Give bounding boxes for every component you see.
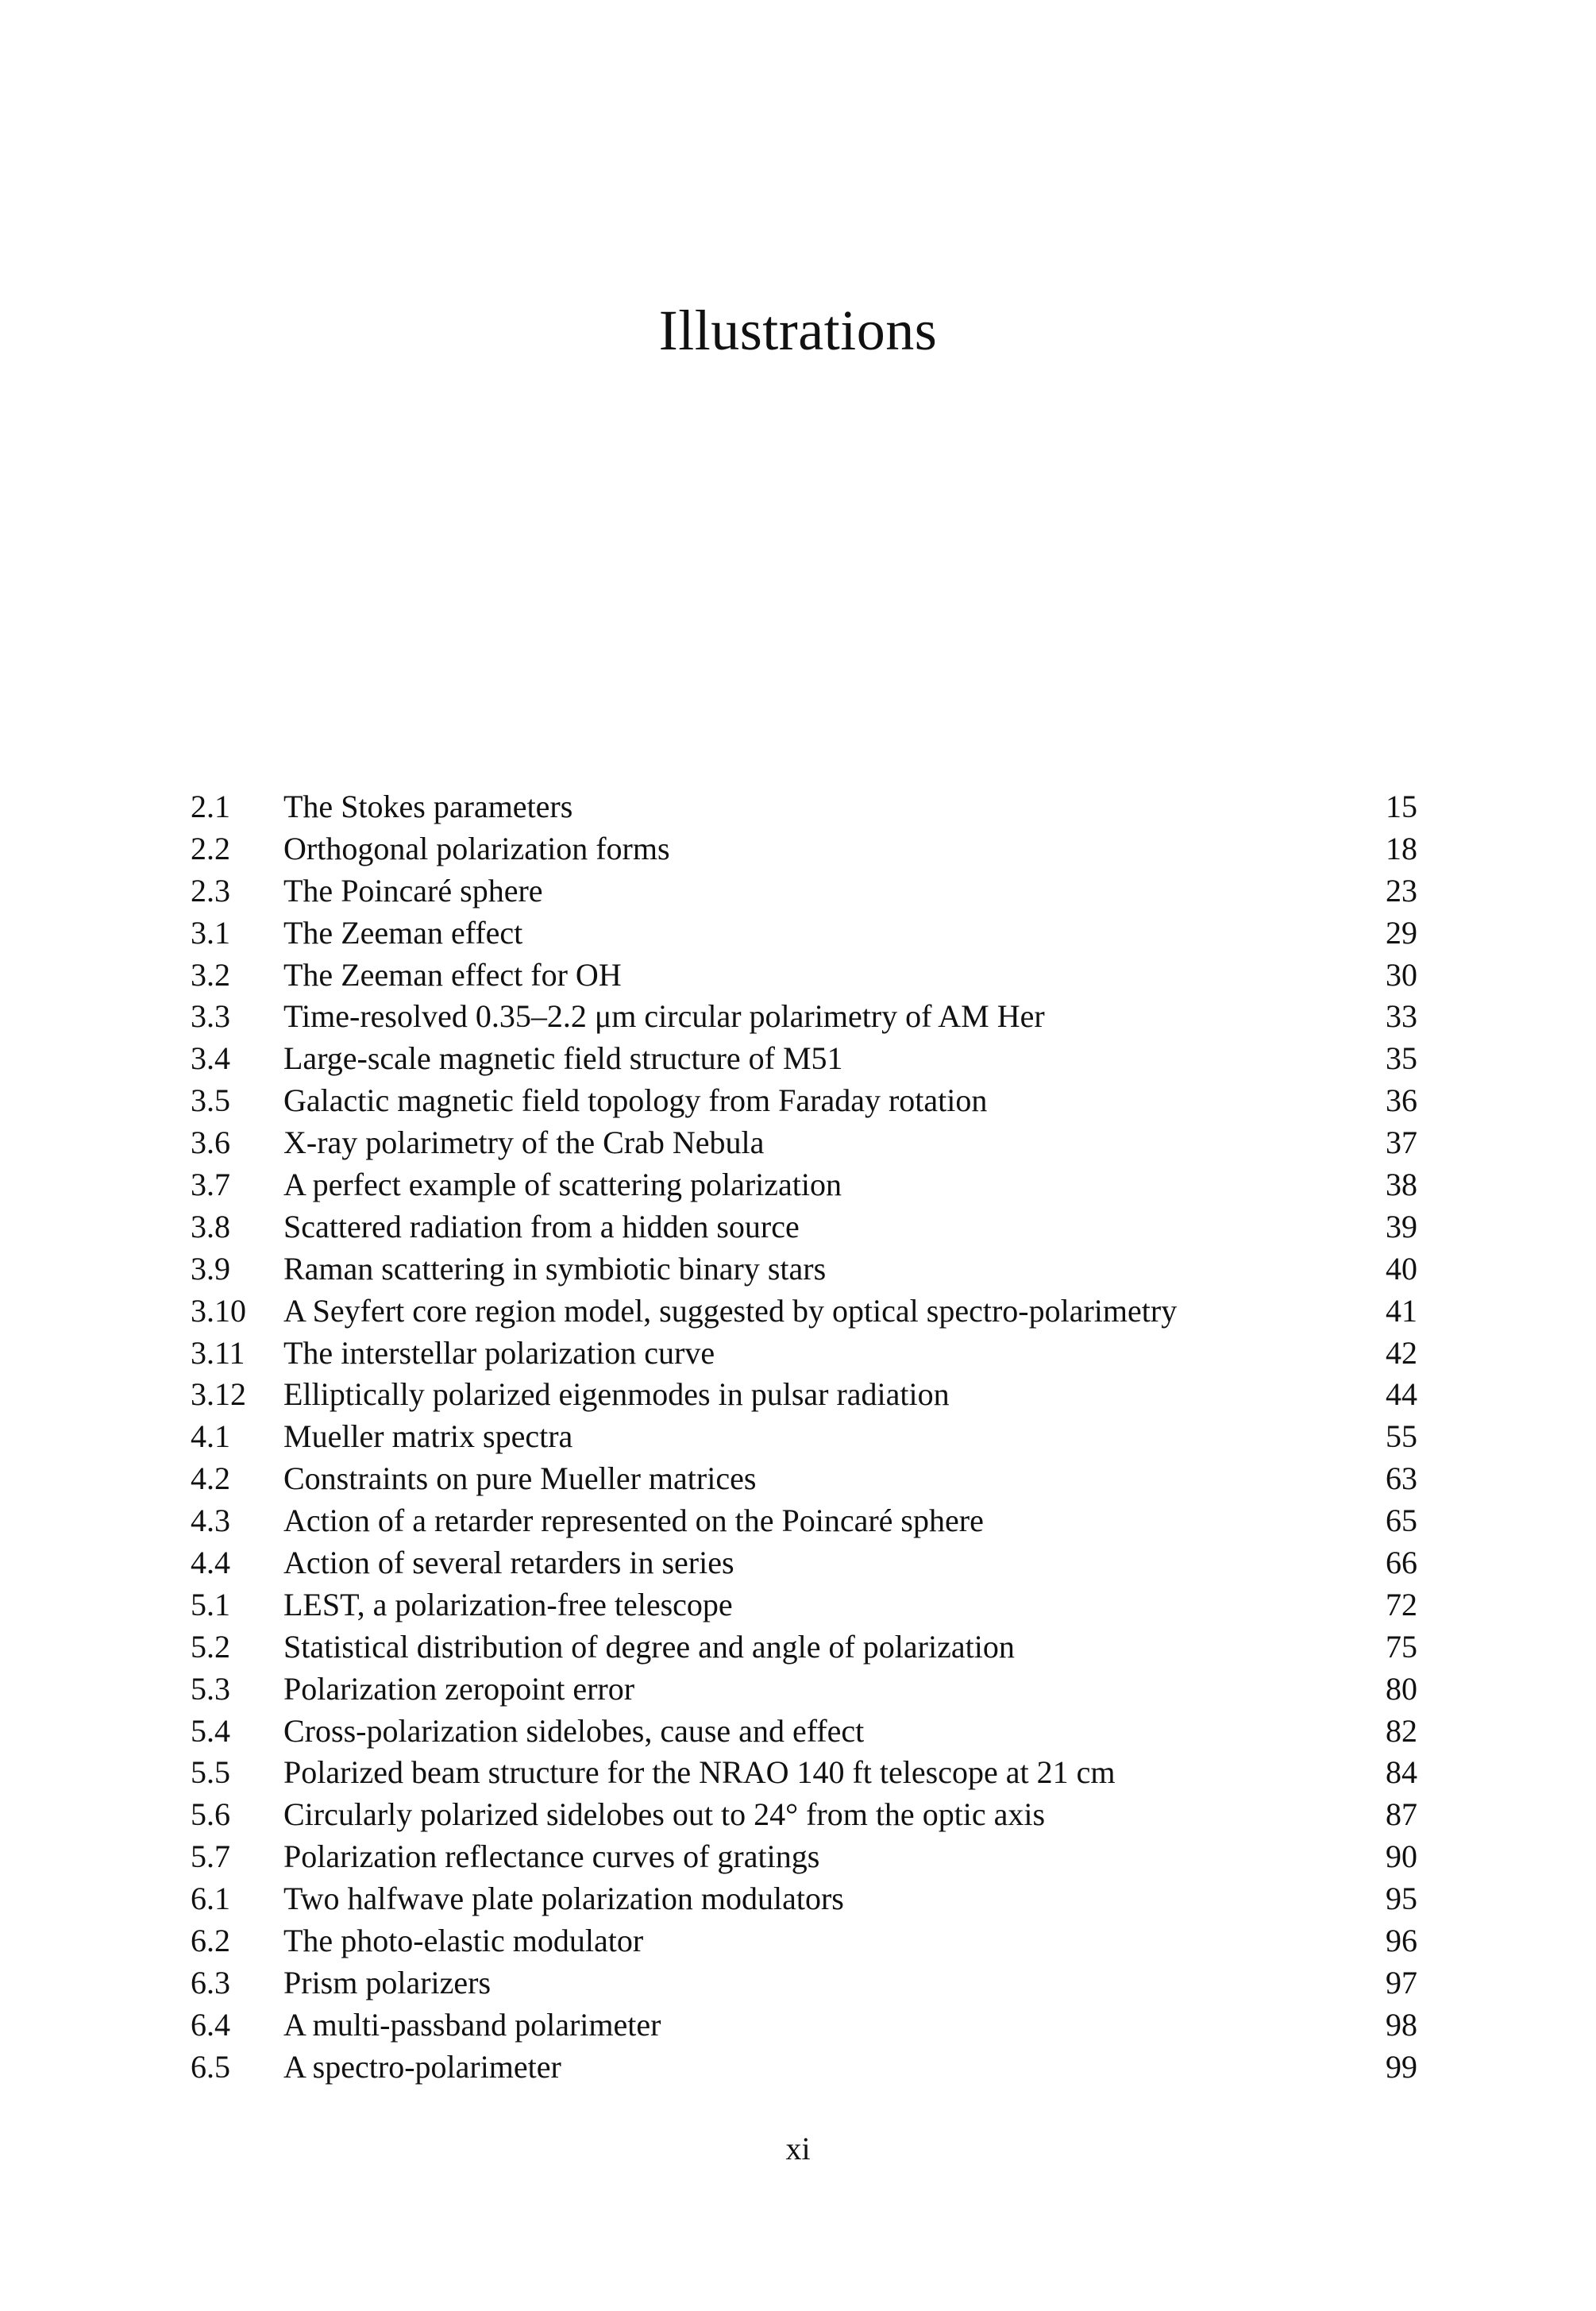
- page-reference: 63: [1386, 1460, 1417, 1497]
- page-reference: 40: [1386, 1250, 1417, 1287]
- list-item: [191, 1164, 1417, 1206]
- page-reference: 30: [1386, 956, 1417, 993]
- page-reference: 15: [1386, 789, 1417, 824]
- figure-number: 5.1: [191, 1586, 230, 1622]
- figure-title: The Poincaré sphere: [283, 872, 543, 909]
- figure-number: 2.1: [191, 789, 230, 824]
- page-reference: 80: [1386, 1670, 1417, 1707]
- list-item: [191, 996, 1417, 1038]
- list-item: [191, 955, 1417, 997]
- page-number: xi: [785, 2131, 811, 2166]
- list-item: [191, 1248, 1417, 1291]
- figure-title: A perfect example of scattering polarization: [283, 1167, 842, 1203]
- page-reference: 23: [1386, 872, 1417, 909]
- list-item: [191, 2004, 1417, 2047]
- figure-title: The photo-elastic modulator: [283, 1923, 644, 1959]
- page-reference: 65: [1386, 1503, 1417, 1539]
- figure-title: A Seyfert core region model, suggested by optical spectro-polarimetry: [283, 1292, 1178, 1329]
- list-item: [191, 1962, 1417, 2004]
- list-item: [191, 1626, 1417, 1669]
- figure-title: Large-scale magnetic field structure of M51: [283, 1040, 843, 1077]
- figure-number: 6.4: [191, 2006, 230, 2043]
- figure-number: 5.7: [191, 1838, 230, 1875]
- list-item: [191, 912, 1417, 955]
- figure-title: Polarization zeropoint error: [283, 1670, 635, 1707]
- figure-title: Orthogonal polarization forms: [283, 830, 670, 866]
- figure-title: The interstellar polarization curve: [283, 1334, 715, 1371]
- illustrations-list: [191, 786, 1417, 2089]
- figure-number: 4.4: [191, 1545, 230, 1581]
- page-reference: 98: [1386, 2006, 1417, 2043]
- figure-title: A spectro-polarimeter: [283, 2048, 561, 2085]
- list-item: [191, 1122, 1417, 1164]
- figure-title: LEST, a polarization-free telescope: [283, 1586, 733, 1622]
- figure-title: Constraints on pure Mueller matrices: [283, 1460, 757, 1497]
- figure-number: 5.3: [191, 1670, 230, 1707]
- figure-number: 5.4: [191, 1712, 230, 1749]
- page-reference: 41: [1386, 1292, 1417, 1329]
- figure-number: 5.5: [191, 1754, 230, 1791]
- list-item: [191, 1374, 1417, 1416]
- figure-title: Prism polarizers: [283, 1964, 492, 2000]
- figure-number: 6.1: [191, 1881, 230, 1917]
- figure-number: 6.3: [191, 1964, 230, 2000]
- list-item: [191, 828, 1417, 870]
- list-item: [191, 1584, 1417, 1626]
- figure-title: Circularly polarized sidelobes out to 24° from the optic axis: [283, 1796, 1046, 1833]
- figure-title: A multi-passband polarimeter: [283, 2006, 661, 2043]
- page-reference: 97: [1386, 1964, 1417, 2000]
- list-item: [191, 1794, 1417, 1836]
- list-item: [191, 1836, 1417, 1878]
- page-reference: 29: [1386, 914, 1417, 951]
- page-reference: 72: [1386, 1586, 1417, 1622]
- figure-number: 3.8: [191, 1208, 230, 1244]
- list-item: [191, 1206, 1417, 1248]
- figure-number: 6.5: [191, 2048, 230, 2085]
- list-item: [191, 1038, 1417, 1080]
- page-reference: 36: [1386, 1082, 1417, 1119]
- page-reference: 66: [1386, 1545, 1417, 1581]
- figure-number: 4.1: [191, 1418, 230, 1455]
- figure-title: Action of a retarder represented on the Poincaré sphere: [283, 1503, 984, 1539]
- list-item: [191, 1711, 1417, 1753]
- list-item: [191, 1291, 1417, 1333]
- list-item: [191, 1500, 1417, 1542]
- figure-title: Galactic magnetic field topology from Faraday rotation: [283, 1082, 988, 1119]
- figure-title: Time-resolved 0.35–2.2 μm circular polarimetry of AM Her: [283, 998, 1045, 1035]
- page-reference: 95: [1386, 1881, 1417, 1917]
- page-reference: 55: [1386, 1418, 1417, 1455]
- figure-number: 3.12: [191, 1376, 246, 1413]
- figure-number: 5.2: [191, 1628, 230, 1665]
- page-reference: 96: [1386, 1923, 1417, 1959]
- figure-title: Elliptically polarized eigenmodes in pulsar radiation: [283, 1376, 950, 1413]
- page-reference: 82: [1386, 1712, 1417, 1749]
- page-reference: 33: [1386, 998, 1417, 1035]
- list-item: [191, 1542, 1417, 1584]
- page-reference: 39: [1386, 1208, 1417, 1244]
- figure-title: The Zeeman effect: [283, 914, 523, 951]
- figure-number: 6.2: [191, 1923, 230, 1959]
- page-reference: 38: [1386, 1167, 1417, 1203]
- page-reference: 99: [1386, 2048, 1417, 2085]
- page-reference: 75: [1386, 1628, 1417, 1665]
- list-item: [191, 1920, 1417, 1962]
- page-reference: 42: [1386, 1334, 1417, 1371]
- list-item: [191, 2047, 1417, 2089]
- list-item: [191, 1333, 1417, 1375]
- figure-title: Raman scattering in symbiotic binary stars: [283, 1250, 827, 1287]
- figure-number: 2.2: [191, 830, 230, 866]
- figure-number: 3.11: [191, 1334, 245, 1371]
- figure-title: X-ray polarimetry of the Crab Nebula: [283, 1125, 765, 1161]
- figure-title: Scattered radiation from a hidden source: [283, 1208, 800, 1244]
- figure-number: 3.5: [191, 1082, 230, 1119]
- figure-number: 3.9: [191, 1250, 230, 1287]
- page-reference: 18: [1386, 830, 1417, 866]
- figure-title: The Stokes parameters: [283, 789, 573, 824]
- list-item: [191, 1752, 1417, 1794]
- figure-number: 3.10: [191, 1292, 246, 1329]
- list-item: [191, 1080, 1417, 1122]
- page-reference: 87: [1386, 1796, 1417, 1833]
- figure-title: Statistical distribution of degree and angle of polarization: [283, 1628, 1015, 1665]
- list-item: [191, 870, 1417, 912]
- page-title: Illustrations: [658, 299, 938, 362]
- page-reference: 37: [1386, 1125, 1417, 1161]
- figure-number: 3.6: [191, 1125, 230, 1161]
- figure-title: Two halfwave plate polarization modulators: [283, 1881, 844, 1917]
- figure-title: Cross-polarization sidelobes, cause and effect: [283, 1712, 865, 1749]
- figure-number: 3.4: [191, 1040, 230, 1077]
- figure-number: 2.3: [191, 872, 230, 909]
- figure-number: 3.3: [191, 998, 230, 1035]
- page-reference: 84: [1386, 1754, 1417, 1791]
- figure-title: Polarization reflectance curves of gratings: [283, 1838, 820, 1875]
- figure-title: Polarized beam structure for the NRAO 140 ft telescope at 21 cm: [283, 1754, 1116, 1791]
- figure-number: 5.6: [191, 1796, 230, 1833]
- figure-title: Mueller matrix spectra: [283, 1418, 573, 1455]
- figure-number: 3.7: [191, 1167, 230, 1203]
- list-item: [191, 1878, 1417, 1920]
- page-reference: 44: [1386, 1376, 1417, 1413]
- list-item: [191, 786, 1417, 828]
- page-reference: 35: [1386, 1040, 1417, 1077]
- list-item: [191, 1458, 1417, 1500]
- figure-number: 3.2: [191, 956, 230, 993]
- figure-number: 4.3: [191, 1503, 230, 1539]
- page-reference: 90: [1386, 1838, 1417, 1875]
- figure-number: 3.1: [191, 914, 230, 951]
- figure-number: 4.2: [191, 1460, 230, 1497]
- list-item: [191, 1416, 1417, 1458]
- figure-title: The Zeeman effect for OH: [283, 956, 622, 993]
- figure-title: Action of several retarders in series: [283, 1545, 734, 1581]
- list-item: [191, 1669, 1417, 1711]
